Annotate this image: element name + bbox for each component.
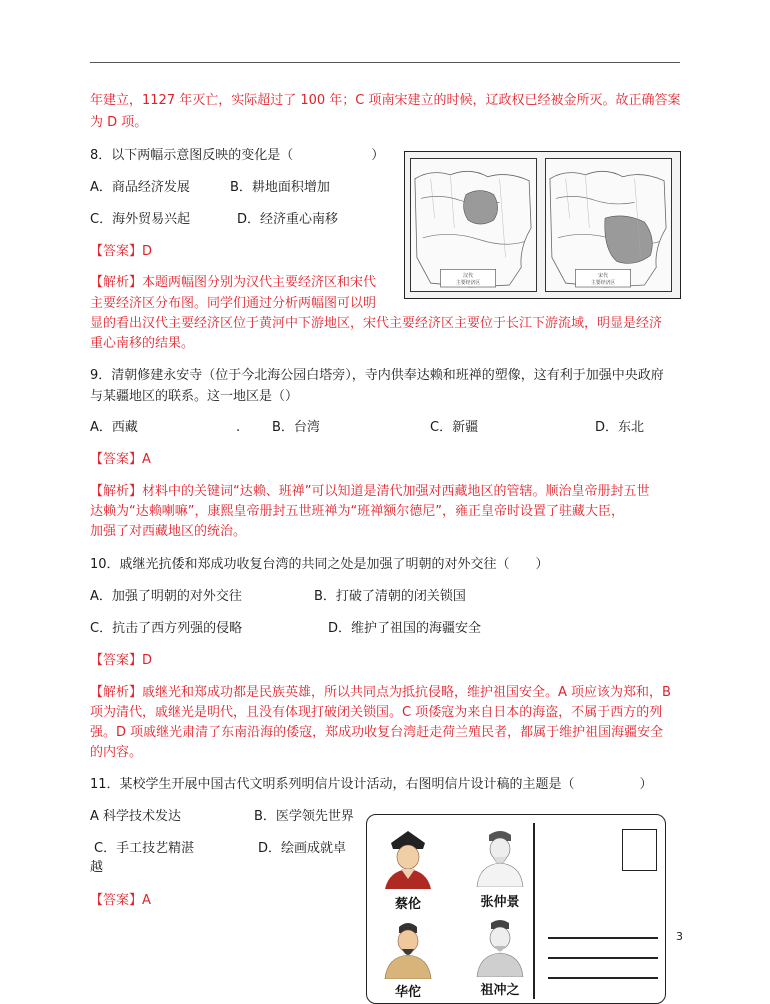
q9-answer: 【答案】A [90, 452, 151, 467]
q11-answer: 【答案】A [90, 893, 151, 908]
question-10: 10．戚继光抗倭和郑成功收复台湾的共同之处是加强了明朝的对外交往（ ） [90, 557, 549, 572]
address-line-3 [548, 977, 658, 979]
song-map-graphic [546, 159, 671, 291]
song-map-caption-2: 主要经济区 [590, 280, 616, 287]
q9-stray-dot: . [236, 420, 241, 435]
page-number: 3 [676, 930, 683, 943]
q11-option-b: B．医学领先世界 [254, 809, 354, 824]
q10-option-d: D．维护了祖国的海疆安全 [328, 621, 482, 636]
han-map-caption-1: 汉代 [463, 273, 473, 280]
q9-option-b: B．台湾 [272, 420, 320, 435]
q10-option-c: C．抗击了西方列强的侵略 [90, 621, 243, 636]
address-line-1 [548, 937, 658, 939]
q9-option-d: D．东北 [595, 420, 645, 435]
q10-explanation-3: 强。D 项戚继光肃清了东南沿海的倭寇，郑成功收复台湾赶走荷兰殖民者，都属于维护祖国海疆安全 [90, 725, 664, 740]
question-9-line1: 9．清朝修建永安寺（位于今北海公园白塔旁），寺内供奉达赖和班禅的塑像，这有利于加强中央政府 [90, 368, 664, 383]
q11-option-a: A 科学技术发达 [90, 809, 182, 824]
person-name-cai-lun: 蔡伦 [394, 897, 421, 912]
cai-lun-portrait [379, 825, 437, 889]
q8-answer: 【答案】D [90, 244, 153, 259]
q10-explanation-1: 【解析】戚继光和郑成功都是民族英雄，所以共同点为抵抗侵略，维护祖国安全。A 项应该为郑和，B [90, 685, 671, 700]
question-11: 11．某校学生开展中国古代文明系列明信片设计活动，右图明信片设计稿的主题是（ ） [90, 777, 653, 792]
q8-explanation-3: 显的看出汉代主要经济区位于黄河中下游地区，宋代主要经济区主要位于长江下游流域，明显是经济 [90, 316, 663, 331]
q10-answer: 【答案】D [90, 653, 153, 668]
question-8: 8．以下两幅示意图反映的变化是（ ） [90, 148, 385, 163]
q9-explanation-3: 加强了对西藏地区的统治。 [90, 524, 247, 539]
postcard-divider [533, 823, 535, 999]
q10-option-b: B．打破了清朝的闭关锁国 [314, 589, 466, 604]
q11-option-d-wrap: 越 [90, 860, 104, 875]
song-map-caption-1: 宋代 [598, 273, 608, 280]
han-map-caption-2: 主要经济区 [455, 280, 481, 287]
q8-explanation-2: 主要经济区分布图。同学们通过分析两幅图可以明 [90, 296, 377, 311]
q9-explanation-2: 达赖为“达赖喇嘛”，康熙皇帝册封五世班禅为“班禅额尔德尼”，雍正皇帝时设置了驻藏大臣， [90, 504, 624, 519]
song-economic-map [545, 158, 672, 292]
han-map-graphic [411, 159, 536, 291]
q8-option-c: C．海外贸易兴起 [90, 212, 191, 227]
stamp-box [622, 829, 657, 871]
person-name-hua-tuo: 华佗 [394, 985, 421, 1000]
q10-explanation-2: 项为清代，戚继光是明代，且没有体现打破闭关锁国。C 项倭寇为来自日本的海盗，不属于西方的列 [90, 705, 663, 720]
q8-option-b: B．耕地面积增加 [230, 180, 330, 195]
person-name-zhang-zhongjing: 张仲景 [480, 895, 520, 910]
prev-explanation-line2: 为 D 项。 [90, 115, 148, 130]
person-name-zu-chongzhi: 祖冲之 [480, 983, 520, 998]
q8-explanation-1: 【解析】本题两幅图分别为汉代主要经济区和宋代 [90, 275, 377, 290]
q11-option-c: C．手工技艺精湛 [94, 841, 195, 856]
q8-option-a: A．商品经济发展 [90, 180, 190, 195]
q9-explanation-1: 【解析】材料中的关键词“达赖、班禅”可以知道是清代加强对西藏地区的管辖。顺治皇帝册封五世 [90, 484, 650, 499]
hua-tuo-portrait [379, 915, 437, 979]
han-economic-map [410, 158, 537, 292]
q11-option-d: D．绘画成就卓 [258, 841, 347, 856]
q9-option-c: C．新疆 [430, 420, 479, 435]
header-rule [90, 62, 680, 63]
prev-explanation-line1: 年建立，1127 年灭亡，实际超过了 100 年；C 项南宋建立的时候，辽政权已经被金所灭。故正确答案 [90, 93, 681, 108]
q8-option-d: D．经济重心南移 [237, 212, 339, 227]
zu-chongzhi-portrait [471, 913, 529, 977]
zhang-zhongjing-portrait [471, 823, 529, 887]
q10-option-a: A．加强了明朝的对外交往 [90, 589, 242, 604]
q10-explanation-4: 的内容。 [90, 745, 143, 760]
economic-region-maps [404, 151, 681, 299]
postcard-design [366, 814, 666, 1004]
q8-explanation-4: 重心南移的结果。 [90, 336, 195, 351]
question-9-line2: 与某疆地区的联系。这一地区是（） [90, 389, 299, 404]
q9-option-a: A．西藏 [90, 420, 138, 435]
address-line-2 [548, 957, 658, 959]
